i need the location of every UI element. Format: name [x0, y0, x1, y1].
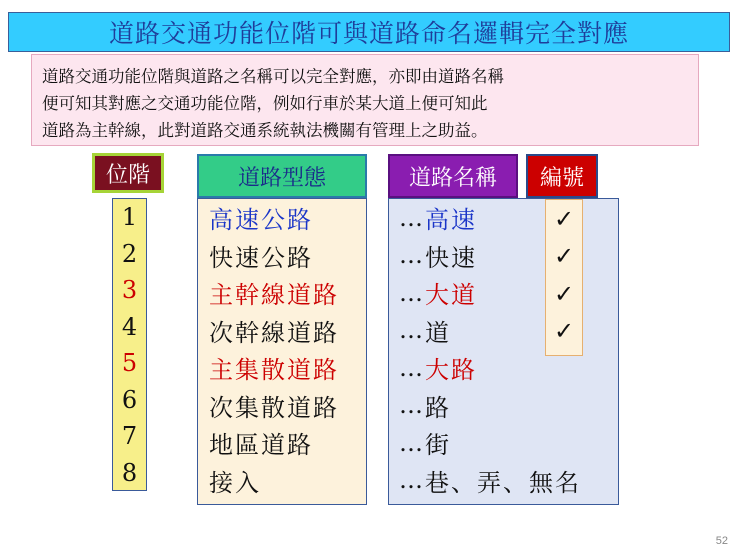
- road-name-label: 大路: [425, 356, 477, 385]
- description-line: 便可知其對應之交通功能位階，例如行車於某大道上便可知此: [42, 94, 488, 113]
- rank-item: 4: [121, 312, 138, 341]
- road-type-header: 道路型態: [197, 154, 367, 198]
- description-box: [31, 54, 699, 146]
- road-name-item: [399, 387, 618, 425]
- road-type-item: 高速公路: [209, 206, 313, 235]
- road-type-item: 地區道路: [209, 431, 313, 460]
- rank-item: 2: [121, 239, 138, 268]
- rank-item: 7: [121, 422, 138, 451]
- road-name-label: 快速: [425, 243, 477, 272]
- road-name-label: 高速: [425, 206, 477, 235]
- rank-list: [112, 198, 147, 491]
- road-type-item: 次幹線道路: [209, 318, 339, 347]
- road-name-item: [399, 462, 618, 500]
- road-type-item: 快速公路: [209, 243, 313, 272]
- page-number: 52: [715, 535, 728, 547]
- ellipsis-prefix: …: [399, 241, 425, 270]
- checkmark-icon: ✓: [553, 204, 575, 233]
- road-type-item: 主幹線道路: [209, 281, 339, 310]
- ellipsis-prefix: …: [399, 428, 425, 457]
- road-name-label: 街: [425, 431, 451, 460]
- road-name-item: [399, 424, 618, 462]
- checkmark-icon: ✓: [553, 242, 575, 271]
- road-name-list: [388, 198, 619, 505]
- rank-item: 1: [121, 203, 138, 232]
- road-name-item: [399, 312, 618, 350]
- rank-item: 6: [121, 385, 138, 414]
- rank-item: 3: [121, 276, 138, 305]
- rank-header: 位階: [92, 153, 164, 193]
- checkmark-icon: ✓: [553, 317, 575, 346]
- road-name-header: 道路名稱: [388, 154, 518, 198]
- ellipsis-prefix: …: [399, 353, 425, 382]
- code-header: 編號: [526, 154, 598, 198]
- slide-title: 道路交通功能位階可與道路命名邏輯完全對應: [8, 12, 730, 52]
- road-name-item: [399, 349, 618, 387]
- checkmark-icon: ✓: [553, 279, 575, 308]
- road-name-label: 路: [425, 393, 451, 422]
- ellipsis-prefix: …: [399, 466, 425, 495]
- description-line: 道路為主幹線，此對道路交通系統執法機關有管理上之助益。: [42, 121, 488, 140]
- road-type-item: 接入: [209, 468, 261, 497]
- road-name-label: 巷、弄、無名: [425, 468, 581, 497]
- road-name-item: [399, 274, 618, 312]
- rank-item: 8: [121, 458, 138, 487]
- road-type-item: 次集散道路: [209, 393, 339, 422]
- road-type-list: [197, 198, 367, 505]
- rank-item: 5: [121, 349, 138, 378]
- description-line: 道路交通功能位階與道路之名稱可以完全對應，亦即由道路名稱: [42, 67, 504, 86]
- road-name-label: 道: [425, 318, 451, 347]
- road-type-item: 主集散道路: [209, 356, 339, 385]
- road-name-item: [399, 237, 618, 275]
- ellipsis-prefix: …: [399, 203, 425, 232]
- ellipsis-prefix: …: [399, 278, 425, 307]
- road-name-item: [399, 199, 618, 237]
- ellipsis-prefix: …: [399, 316, 425, 345]
- road-name-label: 大道: [425, 281, 477, 310]
- ellipsis-prefix: …: [399, 391, 425, 420]
- code-check-list: [545, 199, 583, 356]
